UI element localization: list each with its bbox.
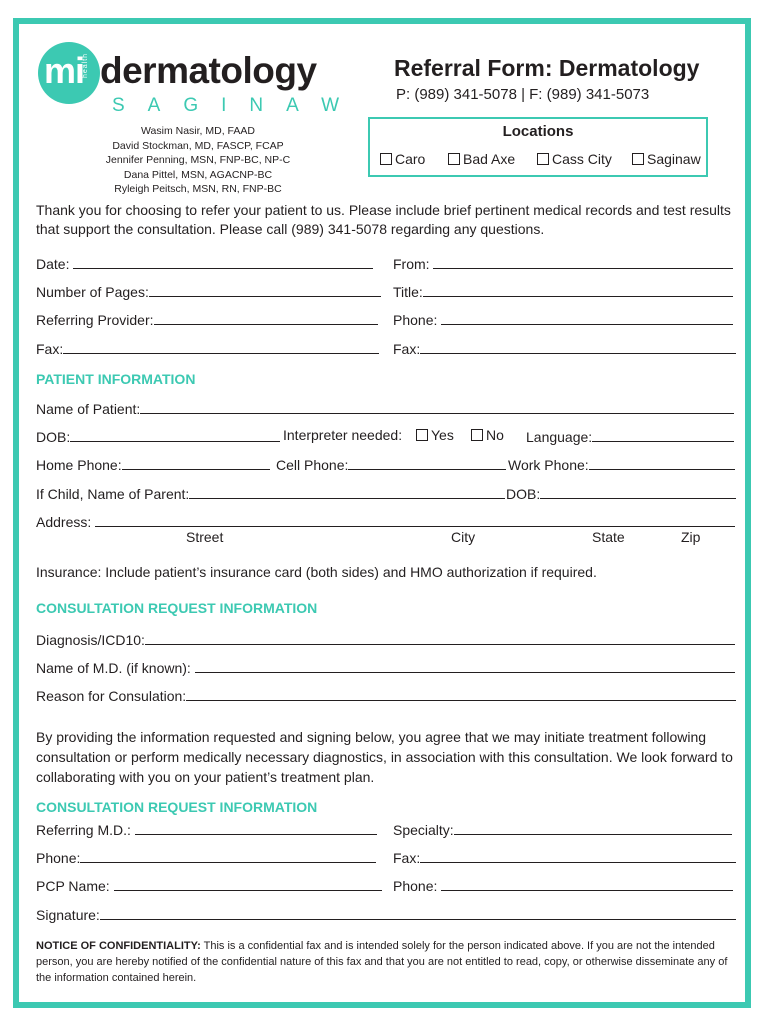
signature-line[interactable] — [100, 905, 736, 920]
language-field[interactable]: Language: — [526, 427, 734, 445]
notice-label: NOTICE OF CONFIDENTIALITY: — [36, 940, 201, 952]
pages-field[interactable]: Number of Pages: — [36, 282, 381, 300]
home-phone-field[interactable]: Home Phone: — [36, 455, 270, 473]
md-line[interactable] — [195, 658, 735, 673]
provider-field[interactable]: Referring Provider: — [36, 310, 378, 328]
pages-line[interactable] — [149, 282, 381, 297]
fax-line[interactable] — [63, 339, 379, 354]
address-zip-label: Zip — [681, 529, 701, 545]
patient-name-line[interactable] — [140, 399, 734, 414]
location-bad-axe[interactable]: Bad Axe — [448, 151, 515, 167]
fax-field[interactable]: Fax: — [36, 339, 379, 357]
address-street-label: Street — [186, 529, 224, 545]
consult-heading-2: CONSULTATION REQUEST INFORMATION — [36, 799, 318, 815]
checkbox-icon[interactable] — [380, 153, 392, 165]
fax-field-2[interactable]: Fax: — [393, 339, 736, 357]
parent-dob-field[interactable]: DOB: — [506, 484, 736, 502]
insurance-note: Insurance: Include patient’s insurance card (both sides) and HMO authorization if required. — [36, 564, 597, 580]
specialty-field[interactable]: Specialty: — [393, 820, 732, 838]
agreement-text: By providing the information requested and signing below, you agree that we may initiate treatment following consultation or perform medically necessary diagnostics, in association with this consultation. We look forward to collaborating with you on your patient’s treatment plan. — [36, 729, 733, 785]
parent-dob-line[interactable] — [540, 484, 736, 499]
dob-line[interactable] — [70, 427, 280, 442]
checkbox-icon[interactable] — [537, 153, 549, 165]
referring-md-line[interactable] — [135, 820, 377, 835]
consult-heading: CONSULTATION REQUEST INFORMATION — [36, 600, 318, 616]
staff-member: Wasim Nasir, MD, FAAD — [141, 125, 255, 137]
specialty-line[interactable] — [454, 820, 732, 835]
address-city-label: City — [451, 529, 476, 545]
staff-member: Ryleigh Peitsch, MSN, RN, FNP-BC — [114, 183, 282, 195]
from-field[interactable]: From: — [393, 254, 733, 272]
pcp-name-line[interactable] — [114, 876, 382, 891]
logo-brand: dermatology — [100, 50, 317, 91]
signature-field[interactable]: Signature: — [36, 905, 736, 923]
location-caro[interactable]: Caro — [380, 151, 425, 167]
cell-phone-field[interactable]: Cell Phone: — [276, 455, 506, 473]
fax-line-2[interactable] — [420, 339, 736, 354]
location-cass-city[interactable]: Cass City — [537, 151, 612, 167]
logo-health: health — [82, 52, 89, 78]
staff-member: Dana Pittel, MSN, AGACNP-BC — [123, 168, 273, 181]
phone-line[interactable] — [441, 310, 733, 325]
reason-field[interactable]: Reason for Consulation: — [36, 686, 736, 704]
locations-box — [368, 117, 708, 177]
address-field[interactable]: Address: — [36, 512, 735, 530]
patient-heading: PATIENT INFORMATION — [36, 371, 196, 387]
date-line[interactable] — [73, 254, 373, 269]
pcp-phone-field[interactable]: Phone: — [393, 876, 733, 894]
phone-line-2[interactable] — [80, 848, 376, 863]
from-line[interactable] — [433, 254, 733, 269]
checkbox-icon[interactable] — [471, 429, 483, 441]
fax-line-3[interactable] — [420, 848, 736, 863]
staff-member: David Stockman, MD, FASCP, FCAP — [112, 139, 284, 152]
parent-field[interactable]: If Child, Name of Parent: — [36, 484, 505, 502]
work-phone-line[interactable] — [589, 455, 735, 470]
patient-name-field[interactable]: Name of Patient: — [36, 399, 734, 417]
pcp-phone-line[interactable] — [441, 876, 733, 891]
intro-text: Thank you for choosing to refer your patient to us. Please include brief pertinent medical records and test results that support the consultation. Please call (989) 341-5078 regarding any questions. — [36, 202, 731, 237]
cell-phone-line[interactable] — [348, 455, 506, 470]
referring-md-field[interactable]: Referring M.D.: — [36, 820, 377, 838]
interpreter-field: Interpreter needed: — [283, 427, 403, 443]
phone-field[interactable]: Phone: — [393, 310, 733, 328]
language-line[interactable] — [592, 427, 734, 442]
location-saginaw[interactable]: Saginaw — [632, 151, 701, 167]
form-title: Referral Form: Dermatology — [394, 55, 700, 81]
fax-field-3[interactable]: Fax: — [393, 848, 736, 866]
checkbox-icon[interactable] — [632, 153, 644, 165]
diagnosis-field[interactable]: Diagnosis/ICD10: — [36, 630, 735, 648]
staff-list — [88, 124, 308, 197]
date-field[interactable]: Date: — [36, 254, 373, 272]
title-line[interactable] — [423, 282, 733, 297]
staff-member: Jennifer Penning, MSN, FNP-BC, NP-C — [105, 154, 291, 166]
logo-mi: mi — [44, 50, 85, 91]
provider-line[interactable] — [154, 310, 378, 325]
checkbox-icon[interactable] — [448, 153, 460, 165]
interpreter-no[interactable]: No — [471, 427, 504, 443]
reason-line[interactable] — [186, 686, 736, 701]
checkbox-icon[interactable] — [416, 429, 428, 441]
notice-text: This is a confidential fax and is intended solely for the person indicated above. If you are not the intended person, you are hereby notified of the confidential nature of this fax and that you are not entitled to read, copy, or otherwise disseminate any of the information contained herein. — [36, 940, 728, 984]
parent-line[interactable] — [189, 484, 505, 499]
pcp-name-field[interactable]: PCP Name: — [36, 876, 382, 894]
diagnosis-line[interactable] — [145, 630, 735, 645]
title-field[interactable]: Title: — [393, 282, 733, 300]
phone-field-2[interactable]: Phone: — [36, 848, 376, 866]
confidentiality-notice — [36, 938, 736, 986]
home-phone-line[interactable] — [122, 455, 270, 470]
contact-phones: P: (989) 341-5078 | F: (989) 341-5073 — [396, 86, 650, 103]
interpreter-yes[interactable]: Yes — [416, 427, 454, 443]
md-field[interactable]: Name of M.D. (if known): — [36, 658, 735, 676]
address-state-label: State — [592, 529, 625, 545]
logo-city: SAGINAW — [112, 95, 363, 116]
locations-title: Locations — [502, 123, 574, 140]
work-phone-field[interactable]: Work Phone: — [508, 455, 735, 473]
address-line[interactable] — [95, 512, 735, 527]
dob-field[interactable]: DOB: — [36, 427, 280, 445]
